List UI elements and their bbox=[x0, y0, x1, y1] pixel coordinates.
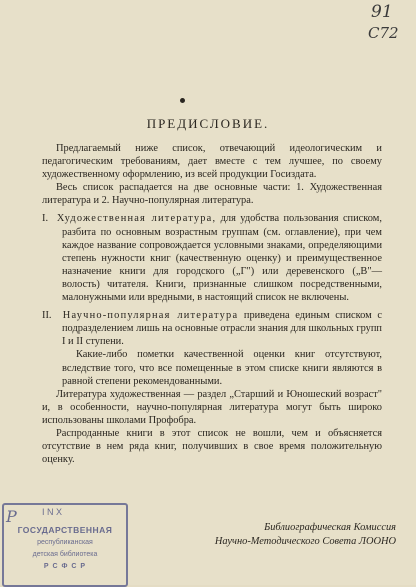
section-text: для удобства пользования списком, разбита по основным возрастным группам (см. оглавление), при чем каждое название сопровождается условными знаками, определяющими степень нужности книг (качественную оценку) и преимущественное назначение книги для городского („Г") или деревенского („В"—волость) читателя. Книги, признанные слишком посредственными, малонужными или вредными, в настоящий список не включены. bbox=[62, 213, 382, 304]
page-title bbox=[0, 116, 416, 132]
section-science bbox=[42, 309, 382, 348]
section-heading: Научно-популярная литература bbox=[62, 310, 239, 322]
signature-line-1: Библиографическая Комиссия bbox=[264, 522, 396, 533]
section-heading: Художественная литература, bbox=[56, 213, 217, 225]
library-stamp bbox=[2, 503, 128, 587]
paragraph-no-ratings: Какие-либо пометки качественной оценки книг отсутствуют, вследствие того, что все помещенные в этом списке книги являются в равной степени рекомендованными. bbox=[62, 349, 382, 387]
section-number: II. bbox=[42, 310, 52, 322]
signature-block bbox=[146, 521, 396, 549]
handwritten-page-number: 91 bbox=[371, 2, 393, 22]
stamp-line-4: Р С Ф С Р bbox=[43, 563, 87, 570]
stamp-handmark: Р bbox=[6, 507, 17, 526]
stamp-mark: I N X bbox=[42, 507, 63, 517]
section-text: приведена единым списком с подразделением лишь на основные отрасли знания для школьных групп I и II ступени. bbox=[62, 310, 382, 348]
stamp-line-1: ГОСУДАРСТВЕННАЯ bbox=[17, 525, 113, 535]
handwritten-shelf-code: С72 bbox=[368, 24, 399, 42]
title-text: ПРЕДИСЛОВИЕ. bbox=[146, 116, 270, 131]
stamp-line-2: республиканская bbox=[37, 539, 93, 546]
paragraph-usage: Литература художественная — раздел „Старший и Юношеский возраст" и, в особенности, научно-популярная литература могут быть широко использованы школами Профобра. bbox=[42, 388, 382, 426]
signature-line-2: Научно-Методического Совета ЛООНО bbox=[214, 536, 396, 547]
section-fiction bbox=[42, 212, 382, 304]
preface-body bbox=[42, 142, 382, 466]
paragraph-parts: Весь список распадается на две основные части: 1. Художественная литература и 2. Научно-популярная литература. bbox=[42, 182, 382, 207]
section-number: I. bbox=[42, 213, 49, 225]
stamp-line-3: детская библиотека bbox=[32, 551, 98, 558]
paragraph-intro: Предлагаемый ниже список, отвечающий идеологическим и педагогическим требованиям, дает вместе с тем лучшее, по своему художественному оформлению, из всей продукции Госиздата. bbox=[42, 143, 382, 181]
ink-dot bbox=[180, 98, 185, 103]
paragraph-sold-out: Распроданные книги в этот список не вошли, чем и объясняется отсутствие в нем ряда книг, получивших в свое время положительную оценку. bbox=[42, 427, 382, 466]
